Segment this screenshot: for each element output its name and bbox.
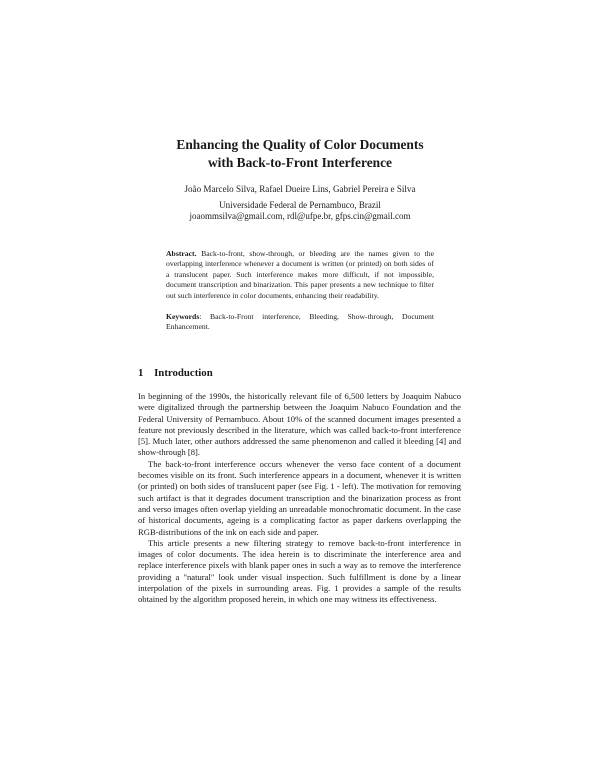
abstract-label: Abstract.	[166, 249, 197, 258]
paper-authors: João Marcelo Silva, Rafael Dueire Lins, Gabriel Pereira e Silva	[184, 184, 416, 194]
affiliation-institution: Universidade Federal de Pernambuco, Brazil	[219, 200, 381, 210]
paper-title-line-2: with Back-to-Front Interference	[208, 155, 392, 170]
abstract-text: Back-to-front, show-through, or bleeding are the names given to the overlapping interference whenever a document is written (or printed) on both sides of a translucent paper. Such interference makes more difficult, if not impossible, document transcription and binarization. This paper presents a new technique to filter out such interference in color documents, enhancing their readability.	[166, 249, 435, 300]
abstract-block	[166, 249, 434, 333]
section-title: Introduction	[154, 367, 213, 379]
paper-title	[0, 136, 600, 172]
section-heading	[138, 366, 213, 380]
body-paragraph-3: This article presents a new filtering strategy to remove back-to-front interference in images of color documents. The idea herein is to discriminate the interference area and replace interference pixels with blank paper ones in such a way as to remove the interference providing a "natural" look under visual inspection. Such fulfillment is done by a linear interpolation of the pixels in surrounding areas. Fig. 1 provides a sample of the results obtained by the algorithm proposed herein, in which one may witness its effectiveness.	[138, 537, 461, 605]
section-body	[138, 391, 461, 606]
keywords-text: : Back-to-Front interference, Bleeding, Show-through, Document Enhancement.	[166, 312, 434, 332]
paper-affiliation	[0, 200, 600, 222]
keywords-label: Keywords	[166, 312, 200, 322]
affiliation-emails: joaommsilva@gmail.com, rdl@ufpe.br, gfps.cin@gmail.com	[189, 211, 411, 221]
keywords-paragraph	[166, 312, 434, 333]
section-number: 1	[138, 367, 144, 379]
abstract-paragraph	[166, 249, 434, 301]
body-paragraph-1: In beginning of the 1990s, the historically relevant file of 6,500 letters by Joaquim Nabuco were digitalized through the partnership between the Joaquim Nabuco Foundation and the Federal University of Pernambuco. About 10% of the scanned document images presented a feature not previously described in the literature, which was called back-to-front interference [5]. Much later, other authors addressed the same phenomenon and called it bleeding [4] and show-through [8].	[138, 391, 461, 458]
paper-title-line-1: Enhancing the Quality of Color Documents	[176, 137, 424, 152]
body-paragraph-2: The back-to-front interference occurs whenever the verso face content of a document becomes visible on its front. Such interference appears in a document, whenever it is written (or printed) on both sides of translucent paper (see Fig. 1 - left). The motivation for removing such artifact is that it degrades document transcription and the binarization process as front and verso images often overlap yielding an unreadable monochromatic document. In the case of historical documents, ageing is a complicating factor as paper darkens overlapping the RGB-distributions of the ink on each side and paper.	[138, 458, 461, 537]
